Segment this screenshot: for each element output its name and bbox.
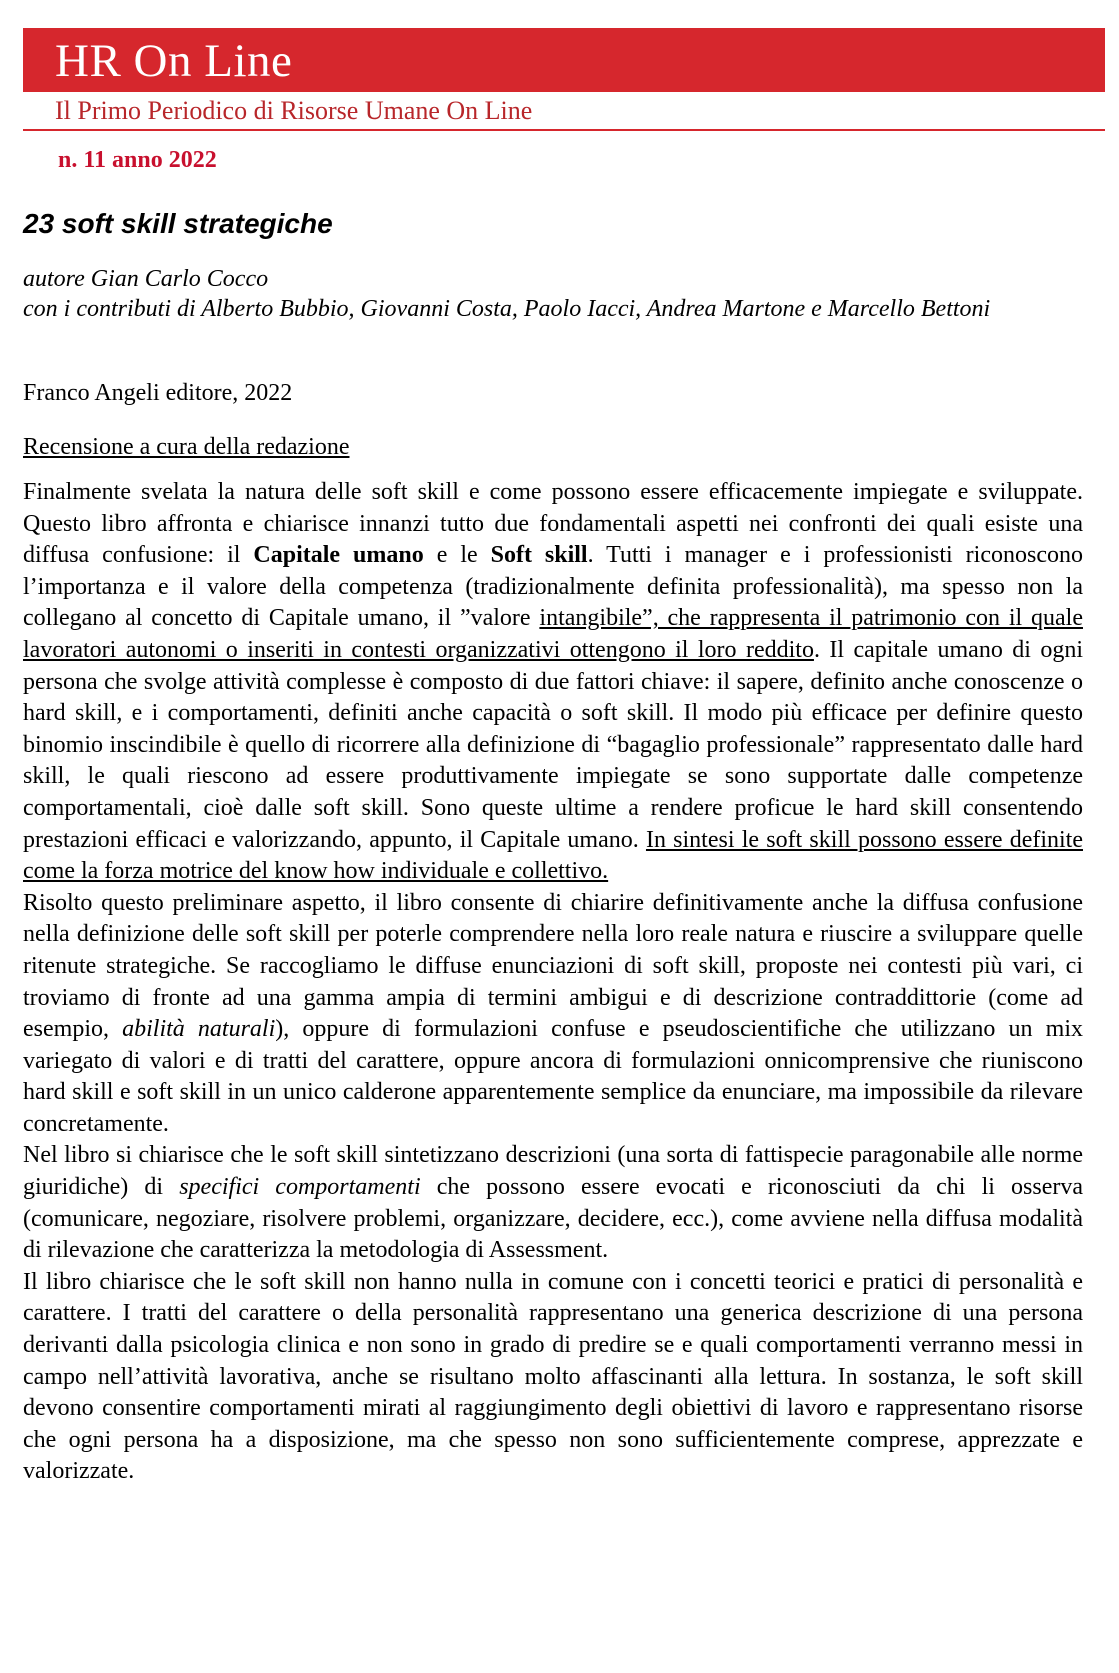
masthead-red-band [23, 28, 1105, 92]
body-text-run: . Il capitale umano di ogni persona che svolge attività complesse è composto di due fattori chiave: il sapere, definito anche conoscenze o hard skill, e i comportamenti, definiti anche capacità o soft skill. Il modo più efficace per definire questo binomio inscindibile è quello di ricorrere alla definizione di “bagaglio professionale” rappresentato dalle hard skill, le quali riescono ad essere produttivamente impiegate se sono supportate dalle competenze comportamentali, cioè dalle soft skill. Sono queste ultime a rendere proficue le hard skill consentendo prestazioni efficaci e valorizzando, appunto, il Capitale umano. [23, 636, 1083, 853]
article-body [23, 477, 1083, 1488]
masthead-banner [23, 28, 1105, 129]
issue-number: n. 11 anno 2022 [58, 147, 217, 173]
body-text-run: Finalmente svelata la natura delle soft skill e come possono essere efficacemente impiegate e sviluppate. Questo libro affronta e chiarisce innanzi tutto due fondamentali aspetti nei confronti dei quali esiste una diffusa confusione: il [23, 479, 1083, 569]
body-text-run: . Tutti i manager e i professionisti riconoscono l’importanza e il valore della competenza (tradizionalmente definita professionalità), ma spesso non la collegano al concetto di Capitale umano, il ”valore [23, 542, 1083, 632]
paragraph-3 [23, 1140, 1083, 1266]
bold-term-soft-skill: Soft skill [490, 542, 588, 569]
brand-logo-text: HR On Line [55, 35, 293, 87]
paragraph-4: Il libro chiarisce che le soft skill non hanno nulla in comune con i concetti teorici e pratici di personalità e carattere. I tratti del carattere o della personalità rappresentano una generica descrizione di una persona derivanti dalla psicologia clinica e non sono in grado di predire se e quali comportamenti verranno messi in campo nell’attività lavorativa, anche se risultano molto affascinanti alla lettura. In sostanza, le soft skill devono consentire comportamenti mirati al raggiungimento degli obiettivi di lavoro e rappresentano risorse che ogni persona ha a disposizione, ma che spesso non sono sufficientemente comprese, apprezzate e valorizzate. [23, 1268, 1083, 1485]
article-contributors: con i contributi di Alberto Bubbio, Giovanni Costa, Paolo Iacci, Andrea Martone e Marcello Bettoni [23, 296, 991, 322]
body-text-run: ), oppure di formulazioni confuse e pseudoscientifiche che utilizzano un mix variegato di valori e di tratti del carattere, oppure ancora di formulazioni onnicomprensive che riuniscono hard skill e soft skill in un unico calderone apparentemente semplice da enunciare, ma impossibile da rilevare concretamente. [23, 1016, 1084, 1137]
paragraph-1 [23, 477, 1083, 888]
underlined-summary: In sintesi le soft skill possono essere definite come la forza motrice del know how individuale e collettivo. [23, 826, 1083, 885]
masthead-tagline-band [23, 92, 1105, 131]
italic-term: abilità naturali [122, 1016, 276, 1043]
italic-term: specifici comportamenti [179, 1174, 421, 1201]
body-text-run: Risolto questo preliminare aspetto, il libro consente di chiarire definitivamente anche la diffusa confusione nella definizione delle soft skill per poterle comprendere nella loro reale natura e riuscire a sviluppare quelle ritenute strategiche. Se raccogliamo le diffuse enunciazioni di soft skill, proposte nei contesti più vari, ci troviamo di fronte ad una gamma ampia di termini ambigui e di descrizione contraddittorie (come ad esempio, [23, 889, 1083, 1043]
underlined-passage: intangibile”, che rappresenta il patrimonio con il quale lavoratori autonomi o inseriti in contesti organizzativi ottengono il loro reddito [23, 605, 1083, 663]
article-title: 23 soft skill strategiche [23, 208, 333, 239]
article-publisher: Franco Angeli editore, 2022 [23, 380, 293, 406]
article-author: autore Gian Carlo Cocco [23, 266, 269, 292]
masthead-tagline: Il Primo Periodico di Risorse Umane On Line [55, 96, 533, 125]
body-text-run: Nel libro si chiarisce che le soft skill sintetizzano descrizioni (una sorta di fattispecie paragonabile alle norme giuridiche) di [23, 1142, 1083, 1201]
bold-term-capitale-umano: Capitale umano [253, 542, 424, 569]
body-text-run: e le [423, 542, 491, 569]
body-text-run: che possono essere evocati e riconosciuti da chi li osserva (comunicare, negoziare, risolvere problemi, organizzare, decidere, ecc.), come avviene nella diffusa modalità di rilevazione che caratterizza la metodologia di Assessment. [23, 1174, 1084, 1264]
review-label: Recensione a cura della redazione [23, 434, 350, 460]
paragraph-2 [23, 888, 1083, 1141]
